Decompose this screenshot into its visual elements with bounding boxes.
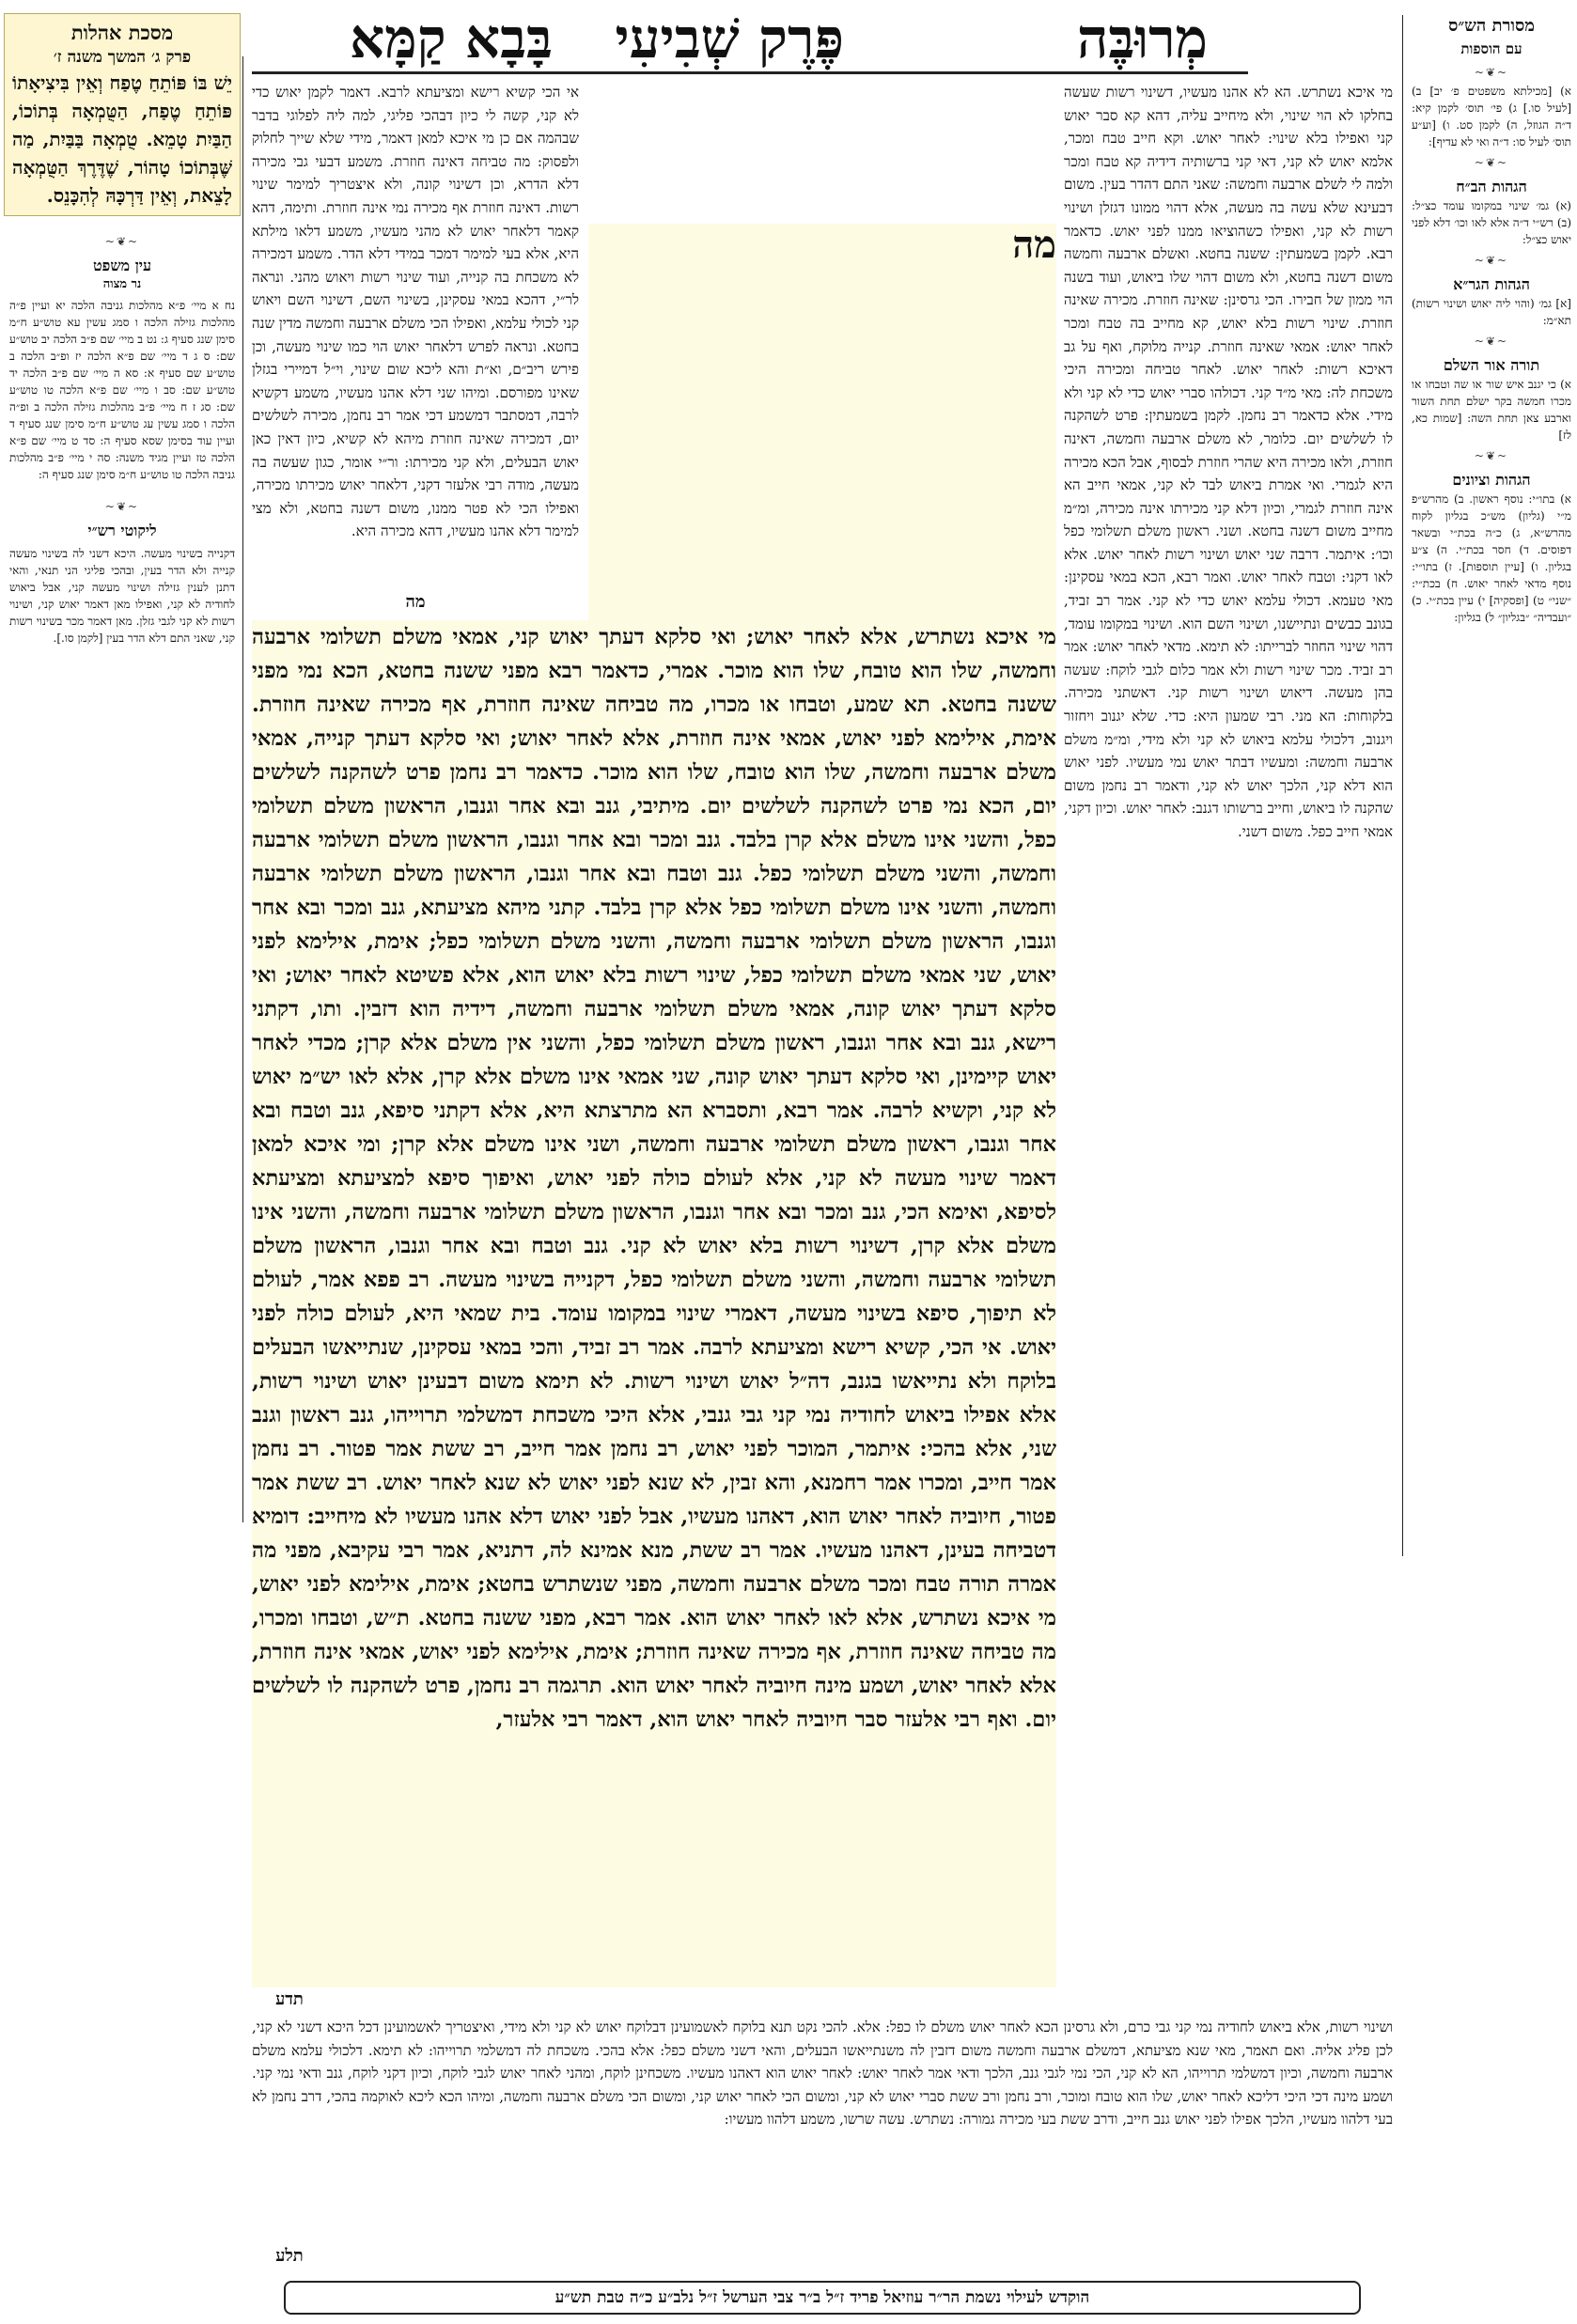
mishna-box-subtitle: פרק ג׳ המשך משנה ז׳ bbox=[53, 48, 192, 67]
header-rule bbox=[252, 71, 1248, 74]
hagahot-habach-title: הגהות הב״ח bbox=[1456, 178, 1527, 195]
ornament: ~❦~ bbox=[1474, 254, 1509, 267]
ornament: ~❦~ bbox=[104, 235, 140, 248]
mishna-box-title: מסכת אהלות bbox=[70, 21, 174, 44]
ein-mishpat-subtitle: נר מצוה bbox=[102, 277, 142, 291]
bottom-folio-mark: תלע bbox=[275, 2246, 304, 2266]
mishna-heading-word: מה bbox=[1012, 224, 1056, 267]
gemara-text bbox=[252, 620, 1056, 1988]
mesoret-text: א) [מכילתא משפטים פ׳ יב] ב) [לעיל סו.] ג) פי׳ תוס׳ לקמן קיא: ד״ה הגוזל, ה) לקמן סט. ו) [וע״ע תוס׳ לעיל סו: ד״ה ואי לא עדיף]: bbox=[1412, 85, 1571, 148]
ornament: ~❦~ bbox=[104, 500, 140, 513]
ornament: ~❦~ bbox=[1474, 449, 1509, 462]
ein-mishpat-title: עין משפט bbox=[92, 257, 152, 274]
left-sidebar bbox=[4, 13, 241, 647]
gemara-folio-mark: תדע bbox=[275, 1989, 304, 2009]
ornament: ~❦~ bbox=[1474, 335, 1509, 348]
right-sidebar-divider bbox=[1402, 15, 1403, 1556]
hagahot-hagra-title: הגהות הגר״א bbox=[1453, 275, 1530, 293]
dedication-banner: הוקדש לעילוי נשמת הר״ר עוזיאל פריד ז״ל ב״ר צבי הערשל ז״ל נלב״ע כ״ה טבת תש״ע bbox=[284, 2281, 1361, 2315]
bottom-rashi: ושינוי רשות, אלא ביאוש לחודיה נמי קני גבי כרם, ולא גרסינן הכא לאחר יאוש משלם לו כפל: אלא. להכי נקט תנא בלוקח לאשמועינן דבלוקח יאוש לא קני ולא מידי, ואיצטריך לאשמועינן דכל היכא דשני לא קני, לכן פליג אליה. ואם תאמר, מאי שנא מציעתא, דמשלם ארבעה וחמשה משום דזבין לה משנתייאשו הבעלים, והאי דשני משלם כפל: אלא בהכי. משכחת לה דמשלמי תרוייהו: לא תימא. דלכולי עלמא משלם ארבעה וחמשה, וכיון דמשלמי תרוייהו, הא לא קני, הכי נמי לגבי גנב, הלכך ודאי אמר לאחר יאוש: לאחר יאוש הוא דאהנו מעשיו. משכחינן לוקח, ומהני לאחר יאוש לגבי לוקח, וכיון דקני לוקח, גנב ודאי נמי קני. ושמע מינה דכי היכי דליכא לאחר יאוש, שלו הוא טובח ומוכר, ורב נחמן ורב ששת סברי יאוש לא קני, ומשום הכי לאחר יאוש קני, ומשום הכי משלם ארבעה וחמשה, ומיהו הכא ליכא לאוקמה בהכי, דרב נחמן לא בעי דלהוו מעשיו, הלכך אפילו לפני יאוש גנב חייב, ודרב ששת בעי מכירה גמורה: נשתרש. עשה שרשו, משמע דלהוו מעשיו: bbox=[252, 2019, 1393, 2129]
hagahot-tziyunim-title: הגהות וציונים bbox=[1452, 471, 1531, 489]
left-sidebar-divider bbox=[242, 56, 243, 1522]
ornament: ~❦~ bbox=[1474, 66, 1509, 79]
torah-or-title: תורה אור השלם bbox=[1443, 356, 1540, 374]
rashi-commentary: מי איכא נשתרש. הא לא אהנו מעשיו, דשינוי רשות שעשה בחלקו לא הוי שינוי, ולא מיחייב עליה, דהא קא סבר יאוש קני ואפילו בלא שינוי: לאחר יאוש. וקא חייב טבח ומכר, אלמא יאוש לא קני, דאי קני ברשותיה דידיה קא טבח ומכר ולמה לי לשלם ארבעה וחמשה: שאני התם דהדר בעין. משום דבעינא שלא עשה בה מעשה, אלא דהוי ממונו דגזלן ושינוי רשות לא קני, ואפילו כשהוציאו ממנו לפני יאוש. כדאמר רבא. לקמן בשמעתין: ששנה בחטא. ואשלם ארבעה וחמשה משום דשנה בחטא, ולא משום דהוי שלו ביאוש, ועוד בשנה הוי ממון של חבירו. הכי גרסינן: שאינה חוזרת. מכירה שאינה חוזרת. שינוי רשות בלא יאוש, קא מחייב בה טבח ומכר לאחר יאוש: אמאי שאינה חוזרת. קנייה מלוקח, ואף על גב דאיכא רשות: לאחר יאוש. לאחר טביחה ומכירה היכי משכחת לה: מאי מ״ד קני. דכולהו סברי יאוש כדי לא קני ולא מידי. אלא כדאמר רב נחמן. לקמן בשמעתין: פרט לשהקנה לו לשלשים יום. כלומר, לא משלם ארבעה וחמשה, דאינה חוזרת, ולאו מכירה היא שהרי חוזרת לבסוף, אבל הכא מכירה היא לגמרי. ואי אמרת ביאוש לבד לא קני, אמאי חייב הא אינה חוזרת לגמרי, וכיון דלא קני מכירתו אינה מכירה, ומ״מ מחייב משום דשנה בחטא. ושני. ראשון משלם תשלומי כפל וכו׳: איתמר. דרבה שני יאוש ושינוי רשות לאחר יאוש. אלא לאו דקני: וטבח לאחר יאוש. ואמר רבא, הכא במאי עסקינן: מאי טעמא. דכולי עלמא יאוש כדי לא קני. אמר רב זביד, בגונב כבשים ונתיישנו, ושינוי השם הוא. ושינוי במקומו עומד, דהוי שינוי החוזר לברייתו: לא תימא. מדאי לאחר יאוש: אמר רב זביד. מכר שינוי רשות ולא אמר כלום לגבי לוקח: שעשה בהן מעשה. דיאוש ושינוי רשות קני. דאשתני מכירה. בלקוחות: הא מני. רבי שמעון היא: כדי. שלא יגנוב ויחזור ויגנוב, דלכולי עלמא ביאוש לא קני ולא מידי, ומ״מ משלם ארבעה וחמשה: ומעשיו דבתר יאוש נמי מעשיו. לפני יאוש הוא דלא קני, הלכך יאוש לא קני, ודאמר רב נחמן משום שהקנה לו ביאוש, וחייב ברשותו דגנב: לאחר יאוש. וכיון דקני, אמאי חייב כפל. משום דשני. bbox=[1064, 84, 1393, 840]
hagahot-hagra-text: [א] גמ׳ (והוי ליה יאוש ושינוי רשות) תא״מ: bbox=[1412, 297, 1571, 327]
torah-or-text: א) כי יגנב איש שור או שה וטבחו או מכרו חמשה בקר ישלם תחת השור וארבע צאן תחת השה: [שמות כא, לז] bbox=[1412, 378, 1571, 442]
mesoret-title: מסורת הש״ס bbox=[1448, 16, 1535, 36]
gemara-upper-block bbox=[588, 224, 1056, 620]
gemara-body: מי איכא נשתרש, אלא לאחר יאוש; ואי סלקא דעתך יאוש קני, אמאי משלם תשלומי ארבעה וחמשה, שלו הוא טובח, שלו הוא מוכר. אמרי, כדאמר רבא מפני ששנה בחטא, הכא נמי מפני ששנה בחטא. תא שמע, וטבחו או מכרו, מה טביחה שאינה חוזרת, אף מכירה שאינה חוזרת. אימת, אילימא לפני יאוש, אמאי אינה חוזרת, אלא לאחר יאוש; ואי סלקא דעתך קנייה, אמאי משלם ארבעה וחמשה, שלו הוא טובח, שלו הוא מוכר. כדאמר רב נחמן פרט לשהקנה לשלשים יום, הכא נמי פרט לשהקנה לשלשים יום. מיתיבי, גנב ובא אחר וגנבו, הראשון משלם תשלומי כפל, והשני אינו משלם אלא קרן בלבד. גנב ומכר ובא אחר וגנבו, הראשון משלם תשלומי ארבעה וחמשה, והשני משלם תשלומי כפל. גנב וטבח ובא אחר וגנבו, הראשון משלם תשלומי ארבעה וחמשה, והשני אינו משלם תשלומי כפל אלא קרן בלבד. קתני מיהא מציעתא, גנב ומכר ובא אחר וגנבו, הראשון משלם תשלומי ארבעה וחמשה, והשני משלם תשלומי כפל; אימת, אילימא לפני יאוש, שני אמאי משלם תשלומי כפל, שינוי רשות בלא יאוש הוא, אלא פשיטא לאחר יאוש; ואי סלקא דעתך יאוש קונה, אמאי משלם תשלומי ארבעה וחמשה, דידיה הוא דזבין. ותו, דקתני רישא, גנב ובא אחר וגנבו, ראשון משלם תשלומי כפל, והשני אין משלם אלא קרן; מכדי לאחר יאוש קיימינן, ואי סלקא דעתך יאוש קונה, שני אמאי אינו משלם אלא קרן, אלא לאו יש״מ יאוש לא קני, וקשיא לרבה. אמר רבא, ותסברא הא מתרצתא היא, אלא דקתני סיפא, גנב וטבח ובא אחר וגנבו, ראשון משלם תשלומי ארבעה וחמשה, ושני אינו משלם אלא קרן; ומי איכא למאן דאמר שינוי מעשה לא קני, אלא לעולם כולה לפני יאוש, ואיפוך סיפא למציעתא ומציעתא לסיפא, ואימא הכי, גנב ומכר ובא אחר וגנבו, הראשון משלם תשלומי ארבעה וחמשה, והשני אינו משלם אלא קרן, דשינוי רשות בלא יאוש לא קני. גנב וטבח ובא אחר וגנבו, הראשון משלם תשלומי ארבעה וחמשה, והשני משלם תשלומי כפל, דקנייה בשינוי מעשה. רב פפא אמר, לעולם לא תיפוך, סיפא בשינוי מעשה, דאמרי שינוי במקומו עומד. בית שמאי היא, לעולם כולה לפני יאוש. אי הכי, קשיא רישא ומציעתא לרבה. אמר רב זביד, והכי במאי עסקינן, שנתייאשו הבעלים בלוקח ולא נתייאשו בגנב, דה״ל יאוש ושינוי רשות. לא תימא משום דבעינן יאוש ושינוי רשות, אלא אפילו ביאוש לחודיה נמי קני גבי גנבי, אלא היכי משכחת דמשלמי תרוייהו, גנב ראשון וגנב שני, אלא בהכי: איתמר, המוכר לפני יאוש, רב נחמן אמר חייב, רב ששת אמר פטור. רב נחמן אמר חייב, ומכרו אמר רחמנא, והא זבין, לא שנא לפני יאוש לא שנא לאחר יאוש. רב ששת אמר פטור, חיוביה לאחר יאוש הוא, דאהנו מעשיו, אבל לפני יאוש דלא אהנו מעשיו לא מיחייב: דומיא דטביחה בעינן, דאהנו מעשיו. אמר רב ששת, מנא אמינא לה, דתניא, אמר רבי עקיבא, מפני מה אמרה תורה טבח ומכר משלם ארבעה וחמשה, מפני שנשתרש בחטא; אימת, אילימא לפני יאוש, מי איכא נשתרש, אלא לאו לאחר יאוש הוא. אמר רבא, מפני ששנה בחטא. ת״ש, וטבחו ומכרו, מה טביחה שאינה חוזרת, אף מכירה שאינה חוזרת; אימת, אילימא לפני יאוש, אמאי אינה חוזרת, אלא לאחר יאוש, ושמע מינה חיוביה לאחר יאוש הוא. תרגמה רב נחמן, פרט לשהקנה לו לשלשים יום. ואף רבי אלעזר סבר חיוביה לאחר יאוש הוא, דאמר רבי אלעזר, bbox=[252, 625, 1056, 1732]
tosafot-folio-mark: מה bbox=[405, 592, 426, 612]
mishna-box-text: יֵשׁ בּוֹ פּוֹתֵחַ טֶפַח וְאֵין בִּיצִיאָתוֹ פּוֹתֵחַ טֶפַח, הַטֻּמְאָה בְּתוֹכוֹ, הַבַּיִת טָמֵא. טֻמְאָה בַּבַּיִת, מַה שֶּׁבְּתוֹכוֹ טָהוֹר, שֶׁדֶּרֶךְ הַטֻּמְאָה לָצֵאת, וְאֵין דַּרְכָּהּ לְהִכָּנֵס. bbox=[12, 71, 232, 207]
chapter-title: פֶּרֶק שְׁבִיעִי bbox=[615, 7, 844, 70]
likutei-rashi-text: דקנייה בשינוי מעשה. היכא דשני לה בשינוי מעשה קנייה ולא הדר בעין, ובהכי פליגי הני תנאי, והאי דתנן לענין גזילה ושינוי מעשה קני, אבל ביאוש לחודיה לא קני, ואפילו מאן דאמר יאוש קני, ושינוי רשות לא קני לגבי גזלן. מאן דאמר מכר בשינוי רשות קני, שאני התם דלא הדר בעין [לקמן סו.]. bbox=[9, 547, 235, 645]
mishna-box bbox=[4, 13, 241, 216]
right-sidebar bbox=[1412, 15, 1571, 626]
ein-mishpat-text: נח א מיי׳ פ״א מהלכות גניבה הלכה יא ועיין פ״ה מהלכות גזילה הלכה ו סמג עשין עא טוש״ע ח״מ סימן שנג סעיף ג: נט ב מיי׳ שם פ״ב הלכה יב טוש״ע שם: ס ג ד מיי׳ שם פ״א הלכה יז ופ״ב הלכה ב טוש״ע שם סעיף א: סא ה מיי׳ שם פ״ב הלכה יד טוש״ע שם: סב ו מיי׳ שם פ״א הלכה טו טוש״ע שם: סג ז ח מיי׳ פ״ב מהלכות גזילה הלכה ב ופ״ה הלכה ו סמג עשין עג טוש״ע ח״מ סימן שנג סעיף ד ועיין עוד בסימן שסא סעיף ה: סד ט מיי׳ שם פ״א הלכה טז ועיין מגיד משנה: סה י מיי׳ פ״ב מהלכות גניבה הלכה טו טוש״ע ח״מ סימן שנג סעיף ה: bbox=[9, 299, 235, 481]
likutei-rashi-title: ליקוטי רש״י bbox=[87, 522, 157, 539]
hagahot-habach-text: (א) גמ׳ שינוי במקומו עומד כצ״ל: (ב) רש״י ד״ה אלא לאו וכו׳ דלא לפני יאוש כצ״ל: bbox=[1412, 199, 1571, 246]
tosafot-commentary: אי הכי קשיא רישא ומציעתא לרבא. דאמר לקמן יאוש כדי לא קני, קשה לי כיון דבהכי פליגי, למה ליה לפלוגי בדבר שבהמה אם כן מי איכא למאן דאמר, מידי שלא שייך לחלוק ולפסוק: מה טביחה דאינה חוזרת. משמע דבעי גבי מכירה דלא הדרא, וכן דשינוי קונה, ולא איצטריך למימר שינוי רשות. דאינה חוזרת אף מכירה נמי אינה חוזרת. ותימה, דהא קאמר דלאחר יאוש לא מהני מעשיו, משמע דלאו מילתא היא, אלא בעי למימר דמכר במידי דלא הדר. משמע דמכירה לא משכחת בה קנייה, ועוד שינוי רשות ויאוש מהני. ונראה לר״י, דהכא במאי עסקינן, בשינוי השם, דשינוי השם ויאוש קני לכולי עלמא, ואפילו הכי משלם ארבעה וחמשה מדין שנה בחטא. ונראה לפרש דלאחר יאוש הוי כמו שינוי מעשה, וכן פירש ריב״ם, וא״ת והא ליכא שום שינוי, וי״ל דמיירי בגזלן שאינו מפורסם. ומיהו שני דלא אהנו מעשיו, משמע דקשיא לרבה, דמסתבר דמשמע דכי אמר רב נחמן, מכירה לשלשים יום, דמכירה שאינה חוזרת מיהא לא קשיא, כיון דאין כאן יאוש הבעלים, ולא קני מכירתו: ור״י אומר, כגון שעשה בה מעשה, מודה רבי אלעזר דקני, דלאחר יאוש מכירתו מכירה, ואפילו הכי לא פטר ממנו, משום דשנה בחטא, ולא מצי למימר דלא אהנו מעשיו, דהא מכירה היא. bbox=[252, 84, 579, 540]
chapter-name-right: מְרוּבֶּה bbox=[1076, 7, 1208, 70]
hagahot-tziyunim-text: א) בתו״י: נוסף ראשון. ב) מהרש״פ מ״י (גליון) מש״כ בגליון לקוח מהרש״א, ג) כ״ה בכת״י ובשאר דפוסים. ד) חסר בכת״י. ה) צ״ע בגליון. ו) [עיין תוספות]. ז) בתו״י: נוסף מדאי לאחר יאוש. ח) בכת״י: ״שני״ ט) [ופסקיה] י) עיין בכת״י. כ) ״ועבדיה״ ״בגליון״ ל) בגליון: bbox=[1412, 492, 1571, 624]
mesoret-subtitle: עם הוספות bbox=[1460, 40, 1522, 57]
ornament: ~❦~ bbox=[1474, 156, 1509, 169]
masechet-title: בָּבָא קַמָּא bbox=[350, 7, 553, 70]
